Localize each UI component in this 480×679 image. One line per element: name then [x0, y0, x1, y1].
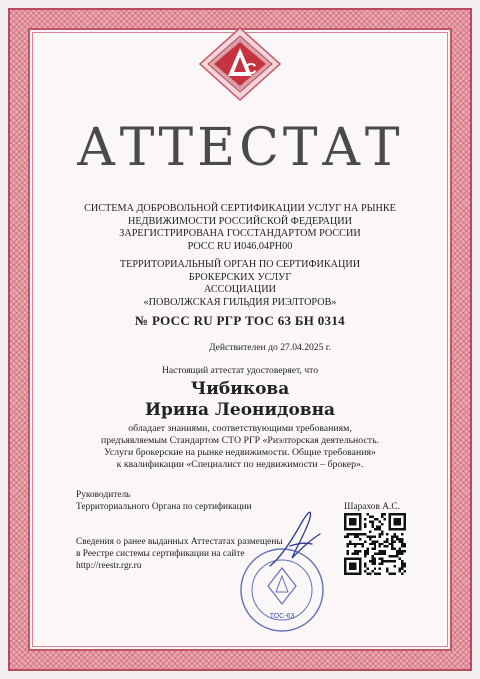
system-line: НЕДВИЖИМОСТИ РОССИЙСКОЙ ФЕДЕРАЦИИ — [127, 215, 353, 227]
qualification-line: к квалификации «Специалист по недвижимости – брокер». — [116, 459, 364, 470]
document-title: АТТЕСТАТ — [76, 118, 404, 178]
organ-line: «ПОВОЛЖСКАЯ ГИЛЬДИЯ РИЭЛТОРОВ» — [143, 296, 337, 308]
registry-line: Сведения о ранее выданных Аттестатах размещены — [76, 537, 283, 547]
qr-code-icon — [344, 513, 406, 575]
qualification-line: обладает знаниями, соответствующими требованиям, — [128, 423, 352, 434]
validity-date: Действителен до 27.04.2025 г. — [208, 342, 332, 353]
head-title — [76, 490, 252, 514]
association-logo-icon — [196, 24, 284, 104]
organ-line: АССОЦИАЦИИ — [204, 284, 276, 296]
head-label: Территориального Органа по сертификации — [76, 501, 252, 512]
system-line: СИСТЕМА ДОБРОВОЛЬНОЙ СЕРТИФИКАЦИИ УСЛУГ НА РЫНКЕ — [84, 203, 396, 214]
holder-name — [0, 379, 480, 421]
certificate-number: № РОСС RU РГР ТОС 63 БН 0314 — [135, 313, 345, 328]
seal-code: ТОС-63 — [269, 613, 295, 620]
head-label: Руководитель — [76, 490, 131, 500]
registry-link[interactable]: http://reestr.rgr.ru — [76, 560, 142, 571]
qualification-line: Услуги брокерские на рынке недвижимости. Общие требования» — [104, 447, 376, 458]
certification-organ-block — [0, 259, 480, 309]
qr-code[interactable] — [344, 513, 406, 575]
system-line: РОСС RU И046.04РН00 — [187, 240, 293, 252]
system-line: ЗАРЕГИСТРИРОВАНА ГОССТАНДАРТОМ РОССИИ — [119, 228, 361, 240]
holder-surname: Чибикова — [190, 379, 290, 399]
official-seal-icon — [238, 546, 326, 634]
attestation-intro: Настоящий аттестат удостоверяет, что — [161, 365, 319, 376]
svg-text:C: C — [245, 61, 257, 78]
organ-line: ТЕРРИТОРИАЛЬНЫЙ ОРГАН ПО СЕРТИФИКАЦИИ — [119, 259, 361, 270]
organ-line: БРОКЕРСКИХ УСЛУГ — [188, 271, 292, 283]
certification-system-block — [0, 203, 480, 253]
holder-given-names: Ирина Леонидовна — [144, 400, 336, 420]
qualification-line: предъявляемым Стандартом СТО РГР «Риэлторская деятельность. — [100, 435, 379, 446]
qualification-text — [0, 423, 480, 471]
signatory-name: Шарахов А.С. — [344, 502, 400, 512]
registry-line: в Реестре системы сертификации на сайте — [76, 548, 245, 559]
